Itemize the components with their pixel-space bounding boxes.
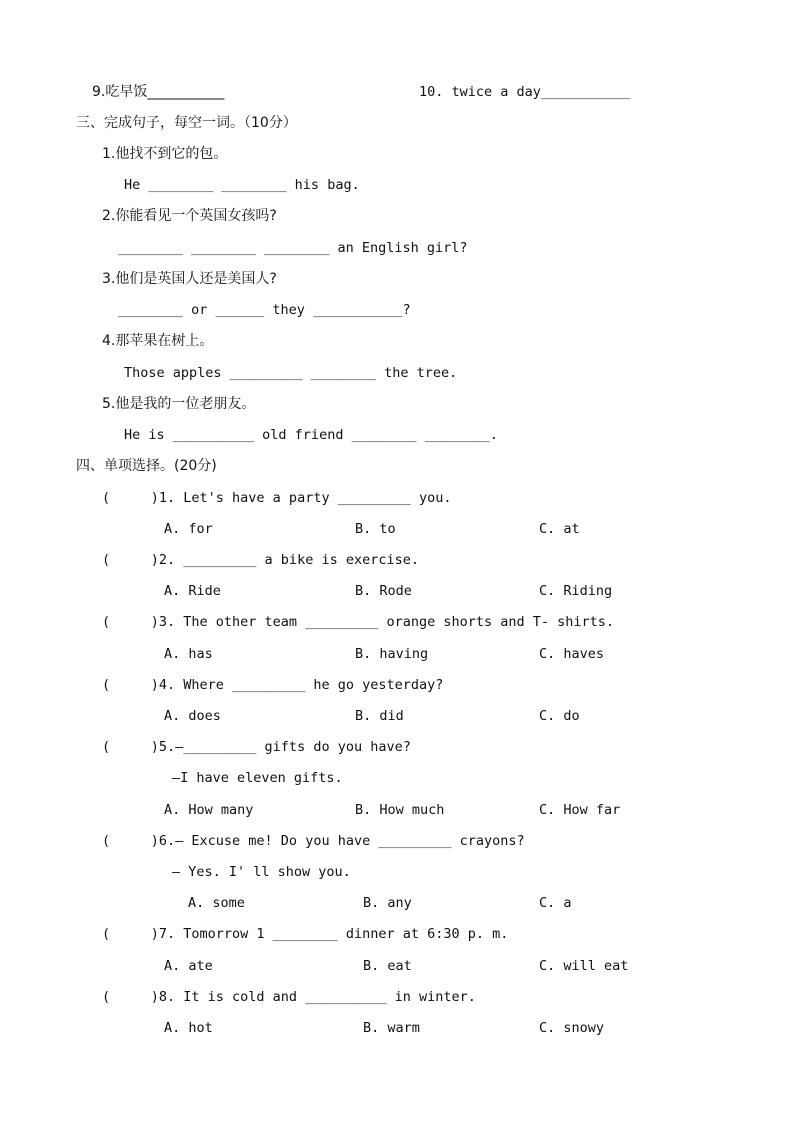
- s4-q2-option-a: A. Ride: [164, 583, 221, 599]
- s4-q3-option-c: C. haves: [539, 646, 605, 662]
- vocab-q9: 9.吃早饭___________: [92, 84, 225, 100]
- s4-q4-option-a: A. does: [164, 708, 221, 724]
- s4-q2-option-c: C. Riding: [539, 583, 613, 599]
- s4-q8-option-a: A. hot: [164, 1020, 213, 1036]
- s3-item2-cn: 2.你能看见一个英国女孩吗?: [102, 208, 277, 224]
- s4-q2-stem: ( )2. _________ a bike is exercise.: [102, 552, 419, 568]
- s4-q1-stem: ( )1. Let's have a party _________ you.: [102, 490, 452, 506]
- s4-q8-option-c: C. snowy: [539, 1020, 605, 1036]
- s4-q5-option-a: A. How many: [164, 802, 254, 818]
- s4-q3-stem: ( )3. The other team _________ orange shorts and T- shirts.: [102, 614, 615, 630]
- s4-q4-option-b: B. did: [355, 708, 404, 724]
- section3-header: 三、完成句子，每空一词。（10分）: [76, 115, 297, 131]
- s4-q7-option-c: C. will eat: [539, 958, 629, 974]
- s4-q6-stem: ( )6.— Excuse me! Do you have _________ crayons?: [102, 833, 525, 849]
- s4-q1-option-a: A. for: [164, 521, 213, 537]
- s4-q5-option-c: C. How far: [539, 802, 621, 818]
- s4-q4-stem: ( )4. Where _________ he go yesterday?: [102, 677, 444, 693]
- s4-q5-option-b: B. How much: [355, 802, 445, 818]
- s4-q3-option-b: B. having: [355, 646, 429, 662]
- s4-q7-option-a: A. ate: [164, 958, 213, 974]
- s4-q1-option-b: B. to: [355, 521, 396, 537]
- vocab-q10: 10. twice a day___________: [419, 84, 631, 100]
- s4-q6-option-c: C. a: [539, 895, 572, 911]
- s4-q6-option-b: B. any: [363, 895, 412, 911]
- s3-item4-cn: 4.那苹果在树上。: [102, 333, 214, 349]
- s3-item5-en: He is __________ old friend ________ ________.: [124, 427, 498, 443]
- s4-q7-option-b: B. eat: [363, 958, 412, 974]
- s3-item3-cn: 3.他们是英国人还是美国人?: [102, 271, 277, 287]
- s4-q7-stem: ( )7. Tomorrow 1 ________ dinner at 6:30 p. m.: [102, 926, 509, 942]
- section4-header: 四、单项选择。(20分): [76, 458, 217, 474]
- s4-q8-option-b: B. warm: [363, 1020, 420, 1036]
- s4-q6-option-a: A. some: [188, 895, 245, 911]
- s4-q5-stem: ( )5.—_________ gifts do you have?: [102, 739, 411, 755]
- s3-item2-en: ________ ________ ________ an English girl?: [118, 240, 468, 256]
- s4-q6-sub: — Yes. I' ll show you.: [172, 864, 351, 880]
- s4-q8-stem: ( )8. It is cold and __________ in winter.: [102, 989, 476, 1005]
- s3-item5-cn: 5.他是我的一位老朋友。: [102, 396, 256, 412]
- s4-q3-option-a: A. has: [164, 646, 213, 662]
- s3-item4-en: Those apples _________ ________ the tree.: [124, 365, 458, 381]
- s4-q5-sub: —I have eleven gifts.: [172, 770, 343, 786]
- s3-item1-cn: 1.他找不到它的包。: [102, 146, 228, 162]
- s4-q2-option-b: B. Rode: [355, 583, 412, 599]
- s4-q1-option-c: C. at: [539, 521, 580, 537]
- s3-item3-en: ________ or ______ they ___________?: [118, 302, 411, 318]
- s3-item1-en: He ________ ________ his bag.: [124, 177, 360, 193]
- s4-q4-option-c: C. do: [539, 708, 580, 724]
